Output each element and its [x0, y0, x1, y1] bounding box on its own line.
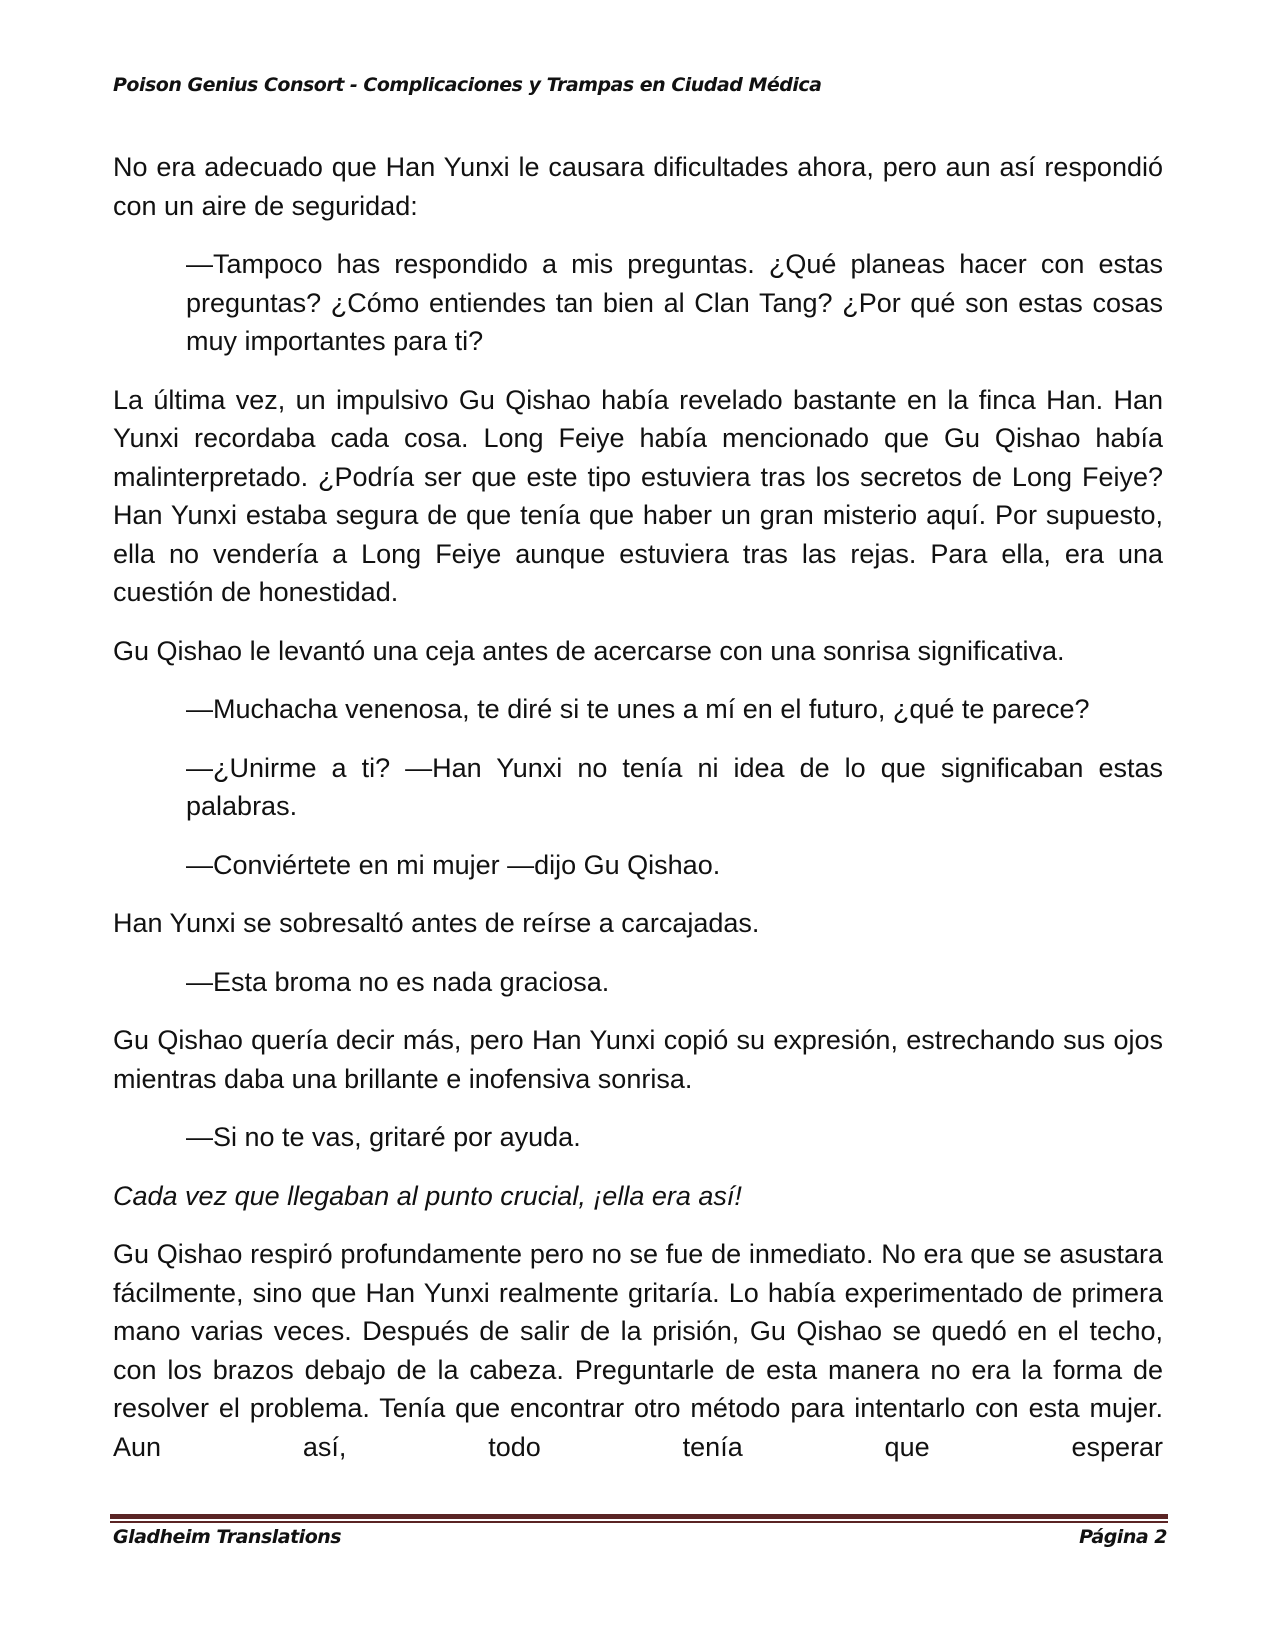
dialog-paragraph: —Conviértete en mi mujer —dijo Gu Qishao.	[186, 849, 721, 880]
dialog-paragraph: —Muchacha venenosa, te diré si te unes a mí en el futuro, ¿qué te parece?	[186, 694, 1090, 724]
paragraph-continued: Gu Qishao respiró profundamente pero no se fue de inmediato. No era que se asustara fácilmente, sino que Han Yunxi realmente gritaría. Lo había experimentado de primera mano varias veces. Después de salir de la prisión, Gu Qishao se quedó en el techo, con los brazos debajo de la cabeza. Preguntarle de esta manera no era la forma de resolver el problema. Tenía que encontrar otro método para intentarlo con esta mujer. Aun así, todo tenía que esperar	[113, 1239, 1163, 1462]
dialog-paragraph: —Si no te vas, gritaré por ayuda.	[186, 1122, 581, 1152]
footer-rule-thin	[110, 1521, 1168, 1523]
dialog-paragraph: —Esta broma no es nada graciosa.	[186, 966, 610, 997]
paragraph: Gu Qishao le levantó una ceja antes de acercarse con una sonrisa significativa.	[113, 635, 1065, 666]
paragraph: No era adecuado que Han Yunxi le causara dificultades ahora, pero aun así respondió con un aire de seguridad:	[113, 152, 1163, 221]
paragraph: La última vez, un impulsivo Gu Qishao había revelado bastante en la finca Han. Han Yunxi recordaba cada cosa. Long Feiye había mencionado que Gu Qishao había malinterpretado. ¿Podría ser que este tipo estuviera tras los secretos de Long Feiye? Han Yunxi estaba segura de que tenía que haber un gran misterio aquí. Por supuesto, ella no vendería a Long Feiye aunque estuviera tras las rejas. Para ella, era una cuestión de honestidad.	[113, 384, 1163, 607]
page-number: Página 2	[1079, 1526, 1167, 1548]
footer-publisher: Gladheim Translations	[113, 1526, 342, 1548]
paragraph: Han Yunxi se sobresaltó antes de reírse a carcajadas.	[113, 908, 760, 938]
running-header: Poison Genius Consort - Complicaciones y Trampas en Ciudad Médica	[113, 74, 822, 96]
dialog-paragraph: —Tampoco has respondido a mis preguntas. ¿Qué planeas hacer con estas preguntas? ¿Cómo entiendes tan bien al Clan Tang? ¿Por qué son estas cosas muy importantes para ti?	[186, 249, 1163, 356]
footer-rule-thick	[110, 1514, 1168, 1519]
dialog-paragraph: —¿Unirme a ti? —Han Yunxi no tenía ni idea de lo que significaban estas palabras.	[186, 752, 1163, 821]
paragraph: Gu Qishao quería decir más, pero Han Yunxi copió su expresión, estrechando sus ojos mientras daba una brillante e inofensiva sonrisa.	[113, 1025, 1163, 1094]
italic-paragraph: Cada vez que llegaban al punto crucial, ¡ella era así!	[113, 1180, 742, 1211]
page-body	[113, 148, 1163, 1466]
